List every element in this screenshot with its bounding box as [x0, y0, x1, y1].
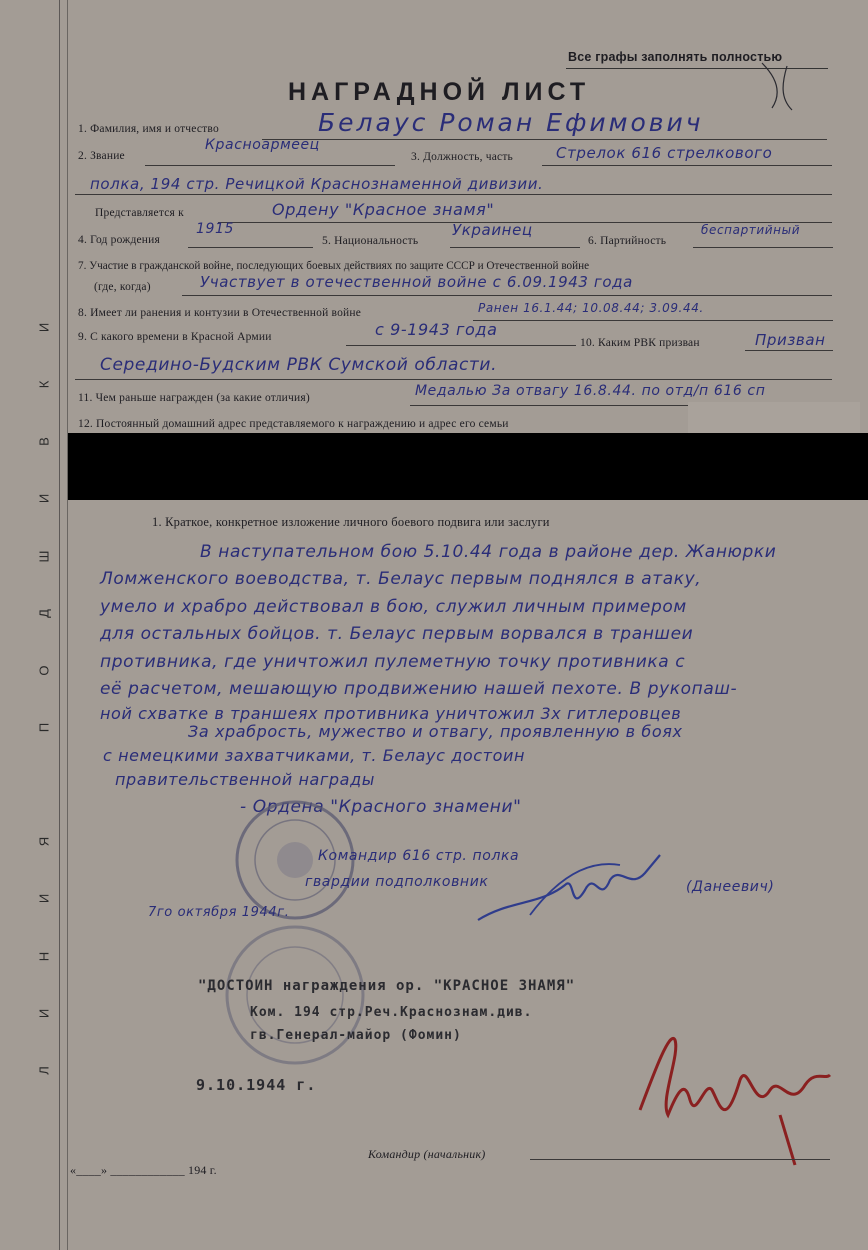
- field-5-label: 5. Национальность: [322, 235, 419, 247]
- commander-date: 7го октября 1944г.: [148, 905, 290, 920]
- footer-signature-line: [530, 1159, 830, 1160]
- narrative-line: противника, где уничтожил пулеметную точку противника с: [100, 652, 686, 672]
- narrative-line: её расчетом, мешающую продвижению нашей пехоте. В рукопаш-: [100, 679, 738, 699]
- field-9-label: 9. С какого времени в Красной Армии: [78, 331, 272, 343]
- narrative-line: - Ордена "Красного знамени": [240, 797, 522, 817]
- field-3-line: [542, 165, 832, 166]
- margin-line-left: [59, 0, 60, 1250]
- field-8-line: [473, 320, 833, 321]
- binding-line-char: К: [36, 380, 52, 389]
- award-resolution-line-3: гв.Генерал-майор (Фомин): [250, 1028, 462, 1043]
- field-3-value: Стрелок 616 стрелкового: [556, 144, 773, 162]
- award-resolution-line-2: Ком. 194 стр.Реч.Краснознам.див.: [250, 1005, 533, 1020]
- field-5-value: Украинец: [452, 221, 533, 239]
- margin-line-right: [67, 0, 68, 1250]
- binding-line-char: И: [36, 1008, 52, 1018]
- narrative-line: с немецкими захватчиками, т. Белаус достоин: [103, 746, 526, 765]
- footer-commander-label: Командир (начальник): [368, 1147, 486, 1161]
- binding-line-char: П: [36, 722, 52, 733]
- field-10-value: Призван: [755, 331, 826, 349]
- field-4-label: 4. Год рождения: [78, 234, 160, 246]
- field-10-line-2: [75, 379, 832, 380]
- field-6-label: 6. Партийность: [588, 235, 667, 247]
- field-9-value: с 9-1943 года: [375, 320, 498, 339]
- field-7-label: 7. Участие в гражданской войне, последующих боевых действиях по защите СССР и Отечественной войне: [78, 260, 590, 272]
- field-10-label: 10. Каким РВК призван: [580, 337, 700, 349]
- field-3-line-2: [75, 194, 832, 195]
- footer-date: «____» ____________ 194 г.: [70, 1163, 217, 1177]
- field-10-line: [745, 350, 833, 351]
- binding-line-text: [34, 320, 54, 1120]
- commander-line-2: гвардии подполковник: [305, 874, 489, 890]
- field-8-label: 8. Имеет ли ранения и контузии в Отечественной войне: [78, 307, 362, 319]
- narrative-line: для остальных бойцов. т. Белаус первым ворвался в траншеи: [100, 624, 694, 644]
- field-8-value: Ранен 16.1.44; 10.08.44; 3.09.44.: [478, 301, 704, 315]
- binding-line-char: И: [36, 322, 52, 333]
- binding-line-char: В: [36, 437, 52, 447]
- ink-mark: [752, 58, 802, 113]
- field-1-label: 1. Фамилия, имя и отчество: [78, 123, 219, 135]
- field-11-label: 11. Чем раньше награжден (за какие отличия): [78, 392, 310, 404]
- binding-line-char: Ш: [36, 550, 52, 563]
- field-12-label: 12. Постоянный домашний адрес представляемого к награждению и адрес его семьи: [78, 418, 509, 430]
- field-3-label: 3. Должность, часть: [411, 151, 514, 163]
- binding-line-char: Д: [36, 608, 52, 618]
- field-7-label-where: (где, когда): [94, 281, 151, 293]
- binding-line-char: И: [36, 894, 52, 904]
- section-1-label: 1. Краткое, конкретное изложение личного боевого подвига или заслуги: [152, 515, 550, 529]
- field-7-line: [182, 295, 832, 296]
- award-resolution-line-1: "ДОСТОИН награждения ор. "КРАСНОЕ ЗНАМЯ": [198, 978, 576, 994]
- general-signature: [630, 1020, 840, 1170]
- field-6-line: [693, 247, 833, 248]
- field-2-value: Красноармеец: [205, 137, 320, 153]
- award-resolution-date: 9.10.1944 г.: [196, 1076, 317, 1094]
- field-2-line: [145, 165, 395, 166]
- field-6-value: беспартийный: [701, 223, 801, 237]
- field-5-line: [450, 247, 580, 248]
- present-label: Представляется к: [95, 207, 184, 219]
- field-3-value-continued: полка, 194 стр. Речицкой Краснознаменной дивизии.: [90, 175, 544, 193]
- page-title: НАГРАДНОЙ ЛИСТ: [288, 78, 591, 106]
- binding-line-char: Я: [36, 837, 52, 847]
- narrative-line: умело и храбро действовал в бою, служил личным примером: [100, 597, 687, 617]
- present-value: Ордену "Красное знамя": [272, 200, 495, 219]
- narrative-line: Ломженского воеводства, т. Белаус первым поднялся в атаку,: [100, 569, 702, 589]
- binding-line-char: И: [36, 494, 52, 504]
- binding-line-char: Н: [36, 951, 52, 961]
- division-seal: [210, 920, 380, 1070]
- header-note: Все графы заполнять полностью: [568, 50, 783, 64]
- field-4-line: [188, 247, 313, 248]
- field-2-label: 2. Звание: [78, 150, 125, 162]
- field-11-value: Медалью За отвагу 16.8.44. по отд/п 616 сп: [415, 383, 766, 399]
- binding-line-char: О: [36, 665, 52, 676]
- field-1-line: [262, 139, 827, 140]
- field-9-line: [346, 345, 576, 346]
- field-7-value: Участвует в отечественной войне с 6.09.1943 года: [200, 273, 633, 291]
- commander-name: (Данеевич): [686, 879, 775, 895]
- narrative-line: За храбрость, мужество и отвагу, проявленную в боях: [188, 722, 683, 741]
- commander-line-1: Командир 616 стр. полка: [318, 848, 520, 864]
- field-4-value: 1915: [196, 221, 235, 237]
- commander-signature: [470, 845, 680, 935]
- narrative-line: В наступательном бою 5.10.44 года в районе дер. Жанюрки: [200, 542, 777, 562]
- binding-line-char: Л: [36, 1066, 52, 1075]
- redaction-black: [68, 433, 868, 500]
- narrative-line: ной схватке в траншеях противника уничтожил 3х гитлеровцев: [100, 704, 682, 723]
- field-10-value-continued: Середино-Будским РВК Сумской области.: [100, 355, 498, 375]
- narrative-line: правительственной награды: [115, 770, 375, 789]
- field-1-value: Белаус Роман Ефимович: [318, 108, 704, 137]
